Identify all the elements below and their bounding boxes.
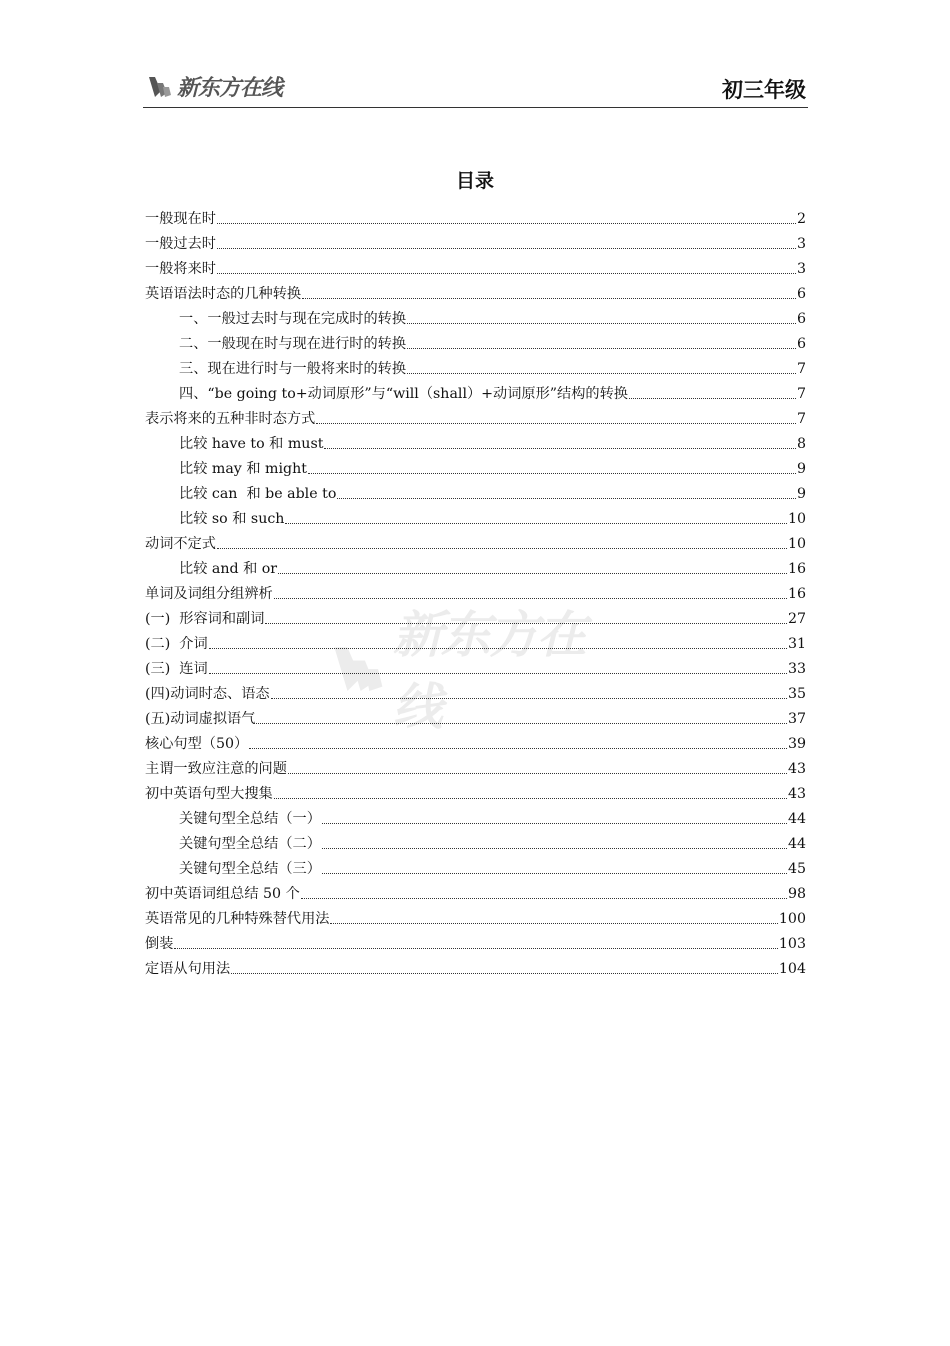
toc-entry-label: 定语从句用法 <box>145 961 231 977</box>
toc-entry-label: 倒装 <box>145 936 174 952</box>
toc-dot-leader <box>322 848 787 849</box>
toc-entry-page: 27 <box>787 611 806 627</box>
toc-dot-leader <box>217 248 796 249</box>
toc-entry[interactable] <box>145 528 806 553</box>
toc-entry[interactable] <box>145 703 806 728</box>
toc-entry-label: 英语常见的几种特殊替代用法 <box>145 911 330 927</box>
logo-text: 新东方在线 <box>177 75 283 101</box>
grade-label: 初三年级 <box>722 78 806 102</box>
toc-entry[interactable] <box>145 953 806 978</box>
toc-entry[interactable] <box>145 728 806 753</box>
toc-dot-leader <box>288 773 787 774</box>
toc-entry-page: 7 <box>796 411 806 427</box>
toc-entry-page: 10 <box>787 511 806 527</box>
brand-logo <box>147 70 282 102</box>
toc-entry-page: 2 <box>796 211 806 227</box>
toc-entry-page: 37 <box>787 711 806 727</box>
toc-entry-label: 关键句型全总结（一） <box>179 811 321 827</box>
toc-entry[interactable] <box>145 353 806 378</box>
toc-entry-page: 9 <box>796 461 806 477</box>
toc-entry-page: 31 <box>787 636 806 652</box>
table-of-contents <box>145 203 806 978</box>
toc-entry-label: 初中英语句型大搜集 <box>145 786 273 802</box>
toc-entry-page: 6 <box>796 336 806 352</box>
toc-entry-page: 8 <box>796 436 806 452</box>
toc-dot-leader <box>308 473 796 474</box>
toc-entry-label: 一般过去时 <box>145 236 216 252</box>
toc-entry-label: (四)动词时态、语态 <box>145 686 270 702</box>
toc-dot-leader <box>337 498 796 499</box>
toc-entry-page: 104 <box>778 961 806 977</box>
toc-dot-leader <box>407 373 796 374</box>
toc-entry[interactable] <box>145 678 806 703</box>
toc-entry-page: 44 <box>787 811 806 827</box>
toc-entry-page: 9 <box>796 486 806 502</box>
toc-entry-page: 7 <box>796 361 806 377</box>
toc-entry-page: 10 <box>787 536 806 552</box>
toc-entry-label: 比较 have to 和 must <box>179 436 324 452</box>
toc-entry-page: 44 <box>787 836 806 852</box>
page-header <box>143 64 808 108</box>
toc-entry[interactable] <box>145 228 806 253</box>
toc-entry-label: 一、一般过去时与现在完成时的转换 <box>179 311 407 327</box>
toc-entry[interactable] <box>145 928 806 953</box>
toc-entry[interactable] <box>145 303 806 328</box>
toc-entry-page: 6 <box>796 311 806 327</box>
header-divider <box>143 107 808 108</box>
toc-entry-label: 三、现在进行时与一般将来时的转换 <box>179 361 407 377</box>
toc-entry[interactable] <box>145 478 806 503</box>
toc-entry-label: 初中英语词组总结 50 个 <box>145 886 300 902</box>
watermark-text: 新东方在线 <box>392 606 585 736</box>
toc-entry[interactable] <box>145 628 806 653</box>
toc-dot-leader <box>629 398 796 399</box>
toc-dot-leader <box>330 923 777 924</box>
toc-entry[interactable] <box>145 203 806 228</box>
toc-entry-label: 一般现在时 <box>145 211 216 227</box>
toc-entry-label: 动词不定式 <box>145 536 216 552</box>
toc-entry-label: 比较 so 和 such <box>179 511 285 527</box>
toc-entry[interactable] <box>145 428 806 453</box>
toc-dot-leader <box>274 598 787 599</box>
toc-entry[interactable] <box>145 828 806 853</box>
toc-entry[interactable] <box>145 753 806 778</box>
toc-entry[interactable] <box>145 778 806 803</box>
toc-entry[interactable] <box>145 503 806 528</box>
toc-entry-page: 3 <box>796 261 806 277</box>
toc-entry-label: 英语语法时态的几种转换 <box>145 286 302 302</box>
toc-entry-label: 比较 may 和 might <box>179 461 307 477</box>
toc-entry-label: 比较 and 和 or <box>179 561 278 577</box>
toc-dot-leader <box>217 548 787 549</box>
toc-entry-page: 45 <box>787 861 806 877</box>
toc-dot-leader <box>407 323 796 324</box>
toc-dot-leader <box>231 973 778 974</box>
toc-entry[interactable] <box>145 328 806 353</box>
toc-dot-leader <box>217 273 796 274</box>
toc-entry[interactable] <box>145 853 806 878</box>
toc-entry-page: 39 <box>787 736 806 752</box>
toc-entry-label: 关键句型全总结（三） <box>179 861 321 877</box>
toc-dot-leader <box>249 748 787 749</box>
toc-entry-label: 表示将来的五种非时态方式 <box>145 411 316 427</box>
toc-entry[interactable] <box>145 453 806 478</box>
toc-dot-leader <box>285 523 787 524</box>
toc-dot-leader <box>324 448 796 449</box>
toc-entry-label: (三) 连词 <box>145 661 208 677</box>
toc-title: 目录 <box>455 170 494 192</box>
toc-dot-leader <box>256 723 787 724</box>
toc-entry[interactable] <box>145 803 806 828</box>
toc-dot-leader <box>407 348 796 349</box>
toc-entry-page: 6 <box>796 286 806 302</box>
toc-entry-page: 35 <box>787 686 806 702</box>
toc-entry-page: 7 <box>796 386 806 402</box>
toc-entry[interactable] <box>145 578 806 603</box>
toc-entry-label: 主谓一致应注意的问题 <box>145 761 287 777</box>
toc-entry-label: 四、“be going to+动词原形”与“will（shall）+动词原形”结构的转换 <box>179 386 628 402</box>
toc-entry-label: (五)动词虚拟语气 <box>145 711 256 727</box>
toc-dot-leader <box>217 223 796 224</box>
toc-entry-page: 3 <box>796 236 806 252</box>
logo-mark-icon <box>147 73 173 99</box>
toc-dot-leader <box>274 798 787 799</box>
toc-entry-page: 33 <box>787 661 806 677</box>
toc-entry-label: 比较 can 和 be able to <box>179 486 337 502</box>
toc-dot-leader <box>322 823 787 824</box>
toc-entry[interactable] <box>145 878 806 903</box>
toc-entry-page: 98 <box>787 886 806 902</box>
toc-dot-leader <box>278 573 787 574</box>
toc-entry[interactable] <box>145 403 806 428</box>
toc-entry-label: 核心句型（50） <box>145 736 249 752</box>
toc-entry-label: 关键句型全总结（二） <box>179 836 321 852</box>
toc-dot-leader <box>316 423 796 424</box>
toc-dot-leader <box>209 673 787 674</box>
toc-entry[interactable] <box>145 278 806 303</box>
toc-dot-leader <box>265 623 787 624</box>
toc-dot-leader <box>174 948 778 949</box>
toc-dot-leader <box>209 648 787 649</box>
toc-dot-leader <box>302 298 796 299</box>
toc-entry-page: 100 <box>778 911 806 927</box>
toc-dot-leader <box>271 698 787 699</box>
toc-entry-label: 二、一般现在时与现在进行时的转换 <box>179 336 407 352</box>
toc-entry-label: (一) 形容词和副词 <box>145 611 265 627</box>
toc-entry[interactable] <box>145 378 806 403</box>
toc-entry[interactable] <box>145 603 806 628</box>
toc-entry-page: 16 <box>787 561 806 577</box>
toc-entry[interactable] <box>145 553 806 578</box>
toc-entry[interactable] <box>145 253 806 278</box>
toc-entry-label: 一般将来时 <box>145 261 216 277</box>
toc-entry-label: (二) 介词 <box>145 636 208 652</box>
toc-entry-label: 单词及词组分组辨析 <box>145 586 273 602</box>
toc-entry[interactable] <box>145 653 806 678</box>
toc-entry-page: 16 <box>787 586 806 602</box>
toc-entry[interactable] <box>145 903 806 928</box>
toc-entry-page: 43 <box>787 761 806 777</box>
toc-entry-page: 103 <box>778 936 806 952</box>
toc-dot-leader <box>322 873 787 874</box>
toc-dot-leader <box>301 898 787 899</box>
toc-entry-page: 43 <box>787 786 806 802</box>
